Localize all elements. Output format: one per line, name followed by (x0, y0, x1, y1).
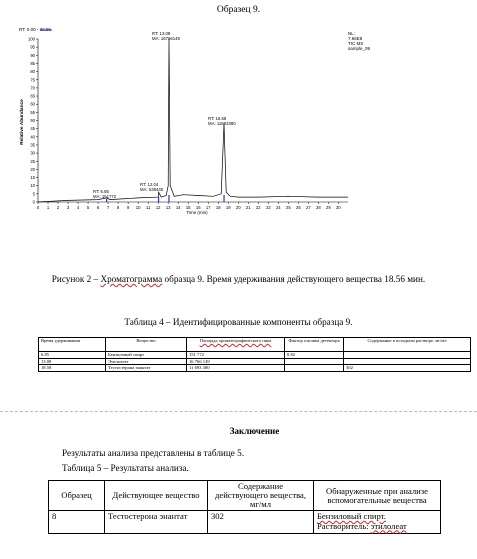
y-axis-label: Relative Abundance (20, 99, 25, 145)
y-tick-label: 75 (30, 77, 35, 83)
table5 (48, 480, 441, 534)
table5-header-cell: Образец (49, 481, 105, 511)
aux-line: Бензиловый спирт. (317, 511, 386, 521)
y-tick-label: 80 (30, 69, 35, 75)
peak-label (208, 116, 236, 126)
table5-title: Таблица 5 – Результаты анализа. (62, 463, 189, 473)
peak-label (152, 31, 181, 41)
y-tick-label: 20 (30, 166, 35, 172)
table4-header-row (39, 338, 471, 352)
table4-cell (285, 365, 344, 372)
y-tick-label: 5 (32, 191, 35, 197)
peak-label-ma: MA: 16766149 (152, 36, 180, 41)
table5-header-row (49, 481, 441, 511)
table5-header-cell: Обнаруженные при анализе вспомогательные вещества (314, 481, 441, 511)
x-tick-label: 18 (215, 205, 221, 210)
table4 (38, 337, 471, 372)
x-tick-label: 27 (306, 205, 311, 210)
table4-header-cell: Фактор отклика детектора (285, 338, 344, 352)
x-tick-label: 9 (126, 205, 130, 210)
table4-cell: Этилолеат (106, 358, 187, 365)
table5-header-cell: Содержание действующего вещества, мг/мл (208, 481, 314, 511)
table4-cell: 11 693 380 (187, 365, 285, 372)
x-tick-label: 23 (265, 205, 271, 210)
y-tick-label: 15 (30, 175, 35, 181)
peak-label (93, 189, 117, 199)
x-tick-label: 26 (295, 205, 301, 210)
y-tick-label: 10 (30, 183, 35, 189)
x-tick-label: 0 (36, 205, 40, 210)
figure-caption-underlined: Хроматограмма (100, 274, 163, 284)
table4-cell: 151 772 (187, 352, 285, 359)
chart-right-label (348, 31, 371, 51)
x-tick-label: 21 (245, 205, 251, 210)
y-tick-label: 40 (30, 134, 35, 140)
x-tick-label: 17 (205, 205, 211, 210)
y-tick-label: 55 (30, 109, 35, 115)
peak-label-rt: RT: 18.58 (208, 116, 227, 121)
peak-label-rt: RT: 13.08 (152, 31, 171, 36)
peak-label-rt: RT: 6.85 (93, 189, 109, 194)
x-tick-label: 5 (86, 205, 90, 210)
table4-cell: 6.85 (39, 352, 106, 359)
x-tick-label: 25 (285, 205, 291, 210)
y-tick-label: 60 (30, 101, 35, 107)
y-tick-label: 65 (30, 93, 35, 99)
x-tick-label: 16 (195, 205, 201, 210)
x-tick-label: 14 (175, 205, 181, 210)
peak-label-rt: RT: 12.04 (140, 182, 159, 187)
table4-cell: 13.08 (39, 358, 106, 365)
table4-cell: Тестостерона энантат (106, 365, 187, 372)
peak-label-ma: MA: 538445 (140, 187, 164, 192)
table-row (39, 365, 471, 372)
table4-header-cell: Содержание в исходном растворе, мг/мл (344, 338, 471, 352)
x-tick-label: 22 (255, 205, 261, 210)
table4-header-cell: Время удерживания (39, 338, 106, 352)
table4-cell: 0.82 (285, 352, 344, 359)
x-tick-label: 20 (235, 205, 241, 210)
x-tick-label: 19 (225, 205, 231, 210)
results-text: Результаты анализа представлены в таблице 5. (62, 448, 244, 458)
y-tick-label: 45 (30, 126, 35, 132)
chart-right-label-line: sample_09 (348, 46, 371, 51)
x-tick-label: 15 (185, 205, 191, 210)
x-tick-label: 3 (66, 205, 70, 210)
table4-cell: 302 (344, 365, 471, 372)
y-tick-label: 90 (30, 52, 35, 58)
x-tick-label: 8 (116, 205, 120, 210)
x-tick-label: 4 (76, 205, 80, 210)
table4-cell: 16 766 149 (187, 358, 285, 365)
chart-right-label-line: 7.66E8 (348, 36, 363, 41)
table5-cell-active: Тестостерона энантат (105, 511, 208, 534)
y-tick-label: 95 (30, 44, 35, 50)
figure-caption-prefix: Рисунок 2 – (51, 274, 101, 284)
y-tick-label: 85 (30, 60, 35, 66)
page-break (0, 411, 477, 412)
y-tick-label: 30 (30, 150, 35, 156)
chart-right-label-line: TIC MS (348, 41, 364, 46)
x-tick-label: 13 (165, 205, 171, 210)
table5-cell-sample: 8 (49, 511, 105, 534)
chart-top-left-label: RT: 0.00 - 30.96 (19, 27, 51, 32)
table5-cell-content: 302 (208, 511, 314, 534)
peak-label (140, 182, 164, 192)
table4-cell: Бензиловый спирт (106, 352, 187, 359)
conclusion-heading: Заключение (229, 426, 280, 436)
table4-title: Таблица 4 – Идентифицированные компоненты образца 9. (124, 317, 353, 327)
x-tick-label: 1 (46, 205, 50, 210)
table-row (49, 511, 441, 534)
y-tick-label: 0 (32, 199, 35, 205)
y-tick-label: 70 (30, 85, 35, 91)
table5-cell-aux (314, 511, 441, 534)
x-tick-label: 10 (135, 205, 141, 210)
table4-cell: 18.58 (39, 365, 106, 372)
table5-header-cell: Действующее вещество (105, 481, 208, 511)
x-tick-label: 24 (275, 205, 281, 210)
y-tick-label: 50 (30, 118, 35, 123)
x-tick-label: 12 (155, 205, 161, 210)
aux-line: Растворитель: этилолеат (317, 520, 407, 531)
y-tick-label: 100 (28, 36, 35, 42)
x-tick-label: 7 (106, 205, 110, 210)
chromatogram-trace (38, 39, 348, 202)
x-tick-label: 30 (336, 205, 341, 210)
peak-label-ma: MA: 11693380 (208, 121, 236, 126)
figure-caption-suffix: образца 9. Время удерживания действующего вещества 18.56 мин. (162, 274, 426, 284)
figure-caption (0, 274, 477, 284)
x-tick-label: 28 (316, 205, 321, 210)
y-tick-label: 35 (30, 142, 35, 148)
x-axis-label: Time (min) (186, 210, 208, 215)
chart-right-label-line: NL: (348, 31, 356, 36)
y-tick-label: 25 (30, 158, 35, 164)
table4-header-cell: Вещество (106, 338, 187, 352)
x-tick-label: 11 (145, 205, 151, 210)
sample-title: Образец 9. (216, 5, 261, 15)
peak-label-ma: MA: 151772 (93, 194, 117, 199)
x-tick-label: 29 (326, 205, 331, 210)
chromatogram (0, 0, 477, 220)
table4-header-cell: Площадь хроматографического пика (187, 338, 285, 352)
x-tick-label: 6 (96, 205, 100, 210)
x-tick-label: 2 (56, 205, 60, 210)
